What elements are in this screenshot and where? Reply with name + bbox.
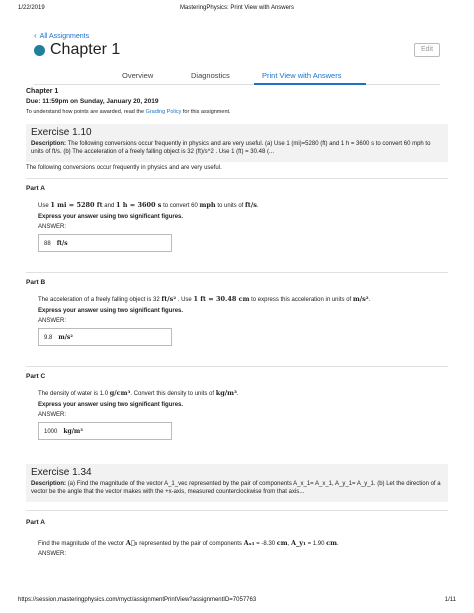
answer-unit: m/s² [58, 334, 73, 341]
exercise-intro: The following conversions occur frequently in physics and are very useful. [26, 165, 222, 171]
description-text: The following conversions occur frequently in physics and are very useful. (a) Use 1 (mi)=5280 (ft) and 1 h = 3600 s to convert 60 mph to units of ft/s. (b) The acceleration of a freely falling object is 32 (ft)/s^2 . Use 1 (ft) = 30.48 (... [31, 141, 431, 155]
exercise-title: Exercise 1.34 [31, 467, 92, 478]
instruction: Express your answer using two significant figures. [38, 308, 184, 314]
q-text: , [287, 541, 290, 547]
math-expr: cm [276, 539, 288, 547]
part-heading: Part A [26, 519, 45, 526]
math-expr: m/s² [352, 295, 369, 303]
active-tab-indicator [254, 83, 366, 85]
question-text [38, 201, 448, 209]
q-text: . [336, 541, 339, 547]
assignment-heading: Chapter 1 [26, 88, 59, 95]
answer-label: ANSWER: [38, 224, 67, 230]
page-title: Chapter 1 [50, 41, 121, 58]
status-dot-icon [34, 45, 45, 56]
tab-diagnostics[interactable]: Diagnostics [191, 71, 230, 80]
math-expr: ft/s² [161, 295, 177, 303]
answer-value: 1000 [44, 429, 58, 435]
divider [26, 178, 448, 179]
question-text [38, 539, 448, 547]
answer-label: ANSWER: [38, 318, 67, 324]
q-text: The acceleration of a freely falling object is 32 [38, 297, 160, 303]
print-date: 1/22/2019 [18, 5, 45, 11]
page-url: https://session.masteringphysics.com/myct/assignmentPrintView?assignmentID=7057763 [18, 597, 257, 603]
q-text: . [368, 297, 371, 303]
math-expr: cm [326, 539, 337, 547]
grading-policy-link[interactable]: Grading Policy [145, 109, 182, 115]
math-expr: kg/m³ [215, 389, 237, 397]
all-assignments-label: All Assignments [39, 33, 90, 40]
page-number: 1/11 [444, 597, 456, 603]
policy-text-before: To understand how points are awarded, read the [26, 109, 145, 115]
math-expr: A⃗₁ [125, 539, 138, 547]
math-expr: A_y₁ [290, 539, 306, 547]
description-label: Description: [31, 141, 67, 147]
edit-button[interactable]: Edit [414, 43, 440, 57]
answer-value: 88 [44, 241, 51, 247]
all-assignments-link[interactable] [34, 31, 89, 40]
description-text: (a) Find the magnitude of the vector A_1_vec represented by the pair of components A_x_1= A_x_1, A_y_1= A_y_1. (b) Let the direction of a vector be the angle that the vector makes with the +x-axis, measured counterclockwise from that axis... [31, 481, 441, 495]
exercise-title: Exercise 1.10 [31, 127, 92, 138]
math-expr: Aₓ₁ [243, 539, 255, 547]
print-footer [18, 597, 456, 607]
exercise-header [26, 124, 448, 162]
policy-text-after: for this assignment. [182, 109, 231, 115]
answer-field [38, 422, 172, 440]
part-heading: Part B [26, 279, 46, 286]
answer-unit: ft/s [56, 240, 68, 247]
assignment-info [26, 88, 448, 115]
q-text: = -8.30 [256, 541, 276, 547]
q-text: . [236, 391, 239, 397]
math-expr: 1 h = 3600 s [115, 201, 162, 209]
q-text: . Use [177, 297, 192, 303]
answer-unit: kg/m³ [63, 428, 83, 435]
q-text: . Convert this density to units of [130, 391, 215, 397]
question-text [38, 389, 448, 397]
grading-policy-text [26, 109, 448, 115]
q-text: and [104, 203, 115, 209]
q-text: to units of [217, 203, 244, 209]
math-expr: mph [199, 201, 216, 209]
answer-value: 9.8 [44, 335, 53, 341]
due-date: Due: 11:59pm on Sunday, January 20, 2019 [26, 98, 159, 105]
q-text: to convert 60 [163, 203, 198, 209]
print-header [18, 5, 456, 15]
answer-field [38, 328, 172, 346]
print-title: MasteringPhysics: Print View with Answers [180, 5, 294, 11]
exercise-header [26, 464, 448, 502]
math-expr: 1 ft = 30.48 cm [193, 295, 250, 303]
chevron-left-icon: ‹ [34, 31, 37, 40]
q-text: = 1.90 [307, 541, 325, 547]
exercise-description [31, 480, 443, 496]
question-text [38, 295, 448, 303]
q-text: to express this acceleration in units of [251, 297, 352, 303]
part-heading: Part A [26, 185, 45, 192]
part-a [26, 185, 448, 252]
divider [26, 510, 448, 511]
exercise-description [31, 140, 443, 156]
math-expr: g/cm³ [109, 389, 131, 397]
q-text: Use [38, 203, 49, 209]
divider [26, 366, 448, 367]
tab-bar [34, 69, 440, 85]
answer-label: ANSWER: [38, 412, 67, 418]
math-expr: ft/s [245, 201, 257, 209]
instruction: Express your answer using two significant figures. [38, 214, 184, 220]
q-text: The density of water is 1.0 [38, 391, 109, 397]
answer-field [38, 234, 172, 252]
q-text: represented by the pair of components [139, 541, 242, 547]
chapter-header [34, 42, 440, 60]
tab-print-view[interactable]: Print View with Answers [262, 71, 342, 80]
answer-label: ANSWER: [38, 551, 67, 557]
part-heading: Part C [26, 373, 46, 380]
part-b [26, 279, 448, 346]
q-text: Find the magnitude of the vector [38, 541, 125, 547]
q-text: . [256, 203, 259, 209]
tab-overview[interactable]: Overview [122, 71, 154, 80]
part-a [26, 519, 448, 557]
part-c [26, 373, 448, 440]
math-expr: 1 mi = 5280 ft [50, 201, 103, 209]
description-label: Description: [31, 481, 67, 487]
divider [26, 272, 448, 273]
instruction: Express your answer using two significant figures. [38, 402, 184, 408]
